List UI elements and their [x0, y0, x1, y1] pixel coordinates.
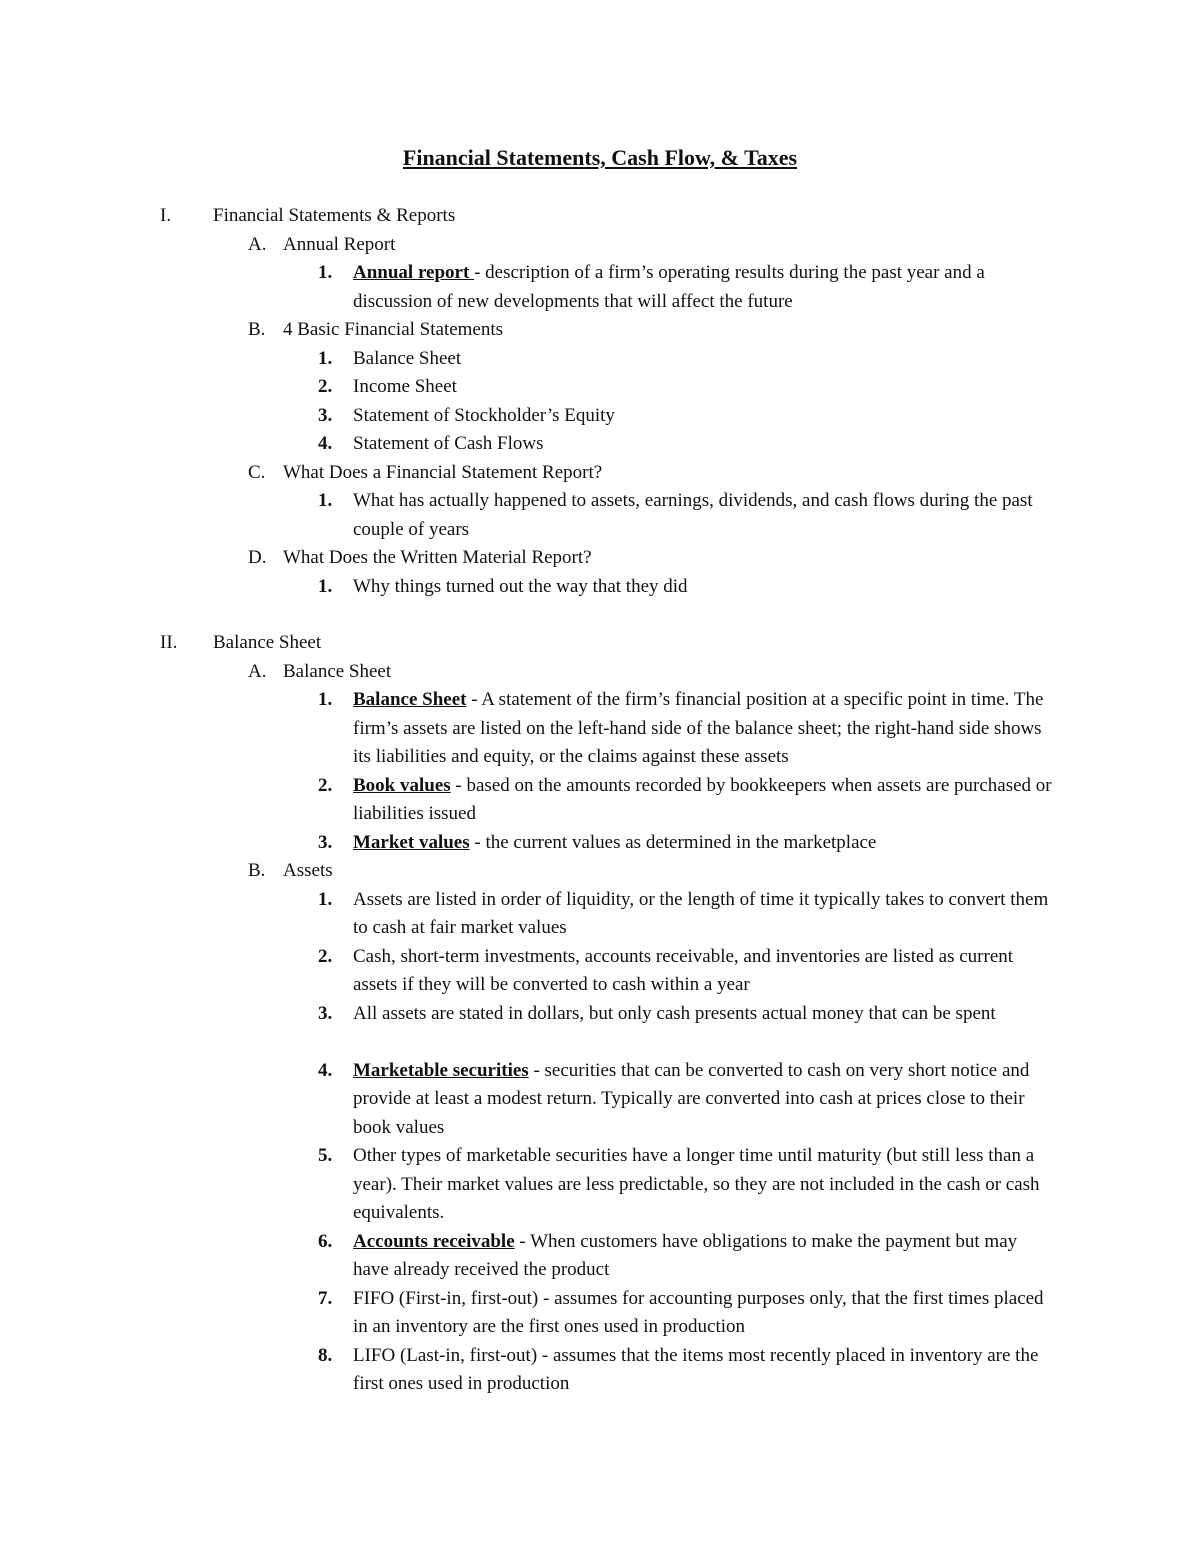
item-text [353, 1057, 1053, 1143]
item-text [353, 1228, 1053, 1285]
subsection-heading-row [0, 857, 1200, 886]
item-description: Statement of Stockholder’s Equity [353, 404, 615, 426]
item-description: - When customers have obligations to make the payment but may have already received the product [353, 1230, 1018, 1280]
list-item [0, 1000, 1200, 1057]
document-title: Financial Statements, Cash Flow, & Taxes [402, 145, 798, 170]
subsection-heading-row [0, 459, 1200, 488]
item-number: 8. [318, 1344, 333, 1366]
section-numeral: II. [160, 632, 178, 653]
item-number: 2. [318, 774, 333, 796]
list-item [0, 829, 1200, 858]
list-item [0, 1142, 1200, 1228]
item-number: 1. [318, 689, 333, 710]
item-term: Annual report [353, 262, 475, 283]
subsection-heading: Annual Report [283, 233, 396, 255]
item-description: - A statement of the firm’s financial position at a specific point in time. The firm’s assets are listed on the left-hand side of the balance sheet; the right-hand side shows its liabilities and equity, or the claims against these assets [353, 689, 1044, 767]
item-description: - the current values as determined in the marketplace [469, 831, 877, 853]
list-item [0, 573, 1200, 602]
subsection-letter: B. [248, 319, 266, 340]
subsection-letter: D. [248, 547, 267, 568]
subsection-heading-row [0, 231, 1200, 260]
item-number: 2. [318, 376, 333, 397]
section-1 [0, 202, 1200, 601]
item-number: 2. [318, 945, 333, 967]
item-description: Other types of marketable securities have a longer time until maturity (but still less than a year). Their market values are less predictable, so they are not included in the cash or cash equivalents. [353, 1145, 1040, 1223]
subsection-heading: What Does a Financial Statement Report? [283, 461, 603, 483]
item-description: - based on the amounts recorded by bookkeepers when assets are purchased or liabilities issued [353, 774, 1052, 824]
item-text [353, 829, 1053, 858]
item-description: Why things turned out the way that they did [353, 575, 688, 597]
item-description: Assets are listed in order of liquidity, or the length of time it typically takes to convert them to cash at fair market values [353, 888, 1049, 938]
section-heading: Financial Statements & Reports [213, 205, 456, 226]
item-number: 3. [318, 831, 333, 853]
item-term: Marketable securities [353, 1059, 529, 1081]
item-number: 3. [318, 1002, 333, 1024]
list-item [0, 402, 1200, 431]
item-number: 5. [318, 1145, 333, 1166]
item-description: - securities that can be converted to cash on very short notice and provide at least a modest return. Typically are converted into cash at prices close to their book values [353, 1059, 1030, 1138]
item-description: What has actually happened to assets, earnings, dividends, and cash flows during the past couple of years [353, 490, 1033, 540]
subsection-letter: A. [248, 233, 267, 255]
item-number: 3. [318, 404, 333, 426]
subsection-heading-row [0, 658, 1200, 687]
subsection-heading: 4 Basic Financial Statements [283, 319, 504, 340]
item-term: Market values [353, 831, 470, 853]
section-heading-row [0, 629, 1200, 658]
item-description: Cash, short-term investments, accounts receivable, and inventories are listed as current assets if they will be converted to cash within a year [353, 945, 1014, 995]
list-item [0, 886, 1200, 943]
item-number: 1. [318, 490, 333, 511]
item-text [353, 772, 1053, 829]
subsection-heading-row [0, 544, 1200, 573]
list-item [0, 1342, 1200, 1399]
subsection-heading-row [0, 316, 1200, 345]
item-description: Balance Sheet [353, 347, 462, 369]
subsection-letter: C. [248, 461, 266, 483]
item-term: Balance Sheet [353, 689, 467, 710]
item-number: 4. [318, 1059, 333, 1081]
item-description: Income Sheet [353, 376, 457, 397]
item-number: 4. [318, 433, 333, 454]
item-term: Book values [353, 774, 451, 796]
item-description: FIFO (First-in, first-out) - assumes for accounting purposes only, that the first times placed in an inventory are the first ones used in production [353, 1287, 1044, 1337]
subsection-letter: B. [248, 860, 266, 881]
section-heading: Balance Sheet [213, 632, 322, 653]
item-number: 7. [318, 1287, 333, 1309]
item-number: 1. [318, 262, 333, 283]
item-description: - description of a firm’s operating results during the past year and a discussion of new developments that will affect the future [353, 262, 985, 312]
list-item [0, 686, 1200, 772]
item-description: Statement of Cash Flows [353, 433, 544, 454]
list-item [0, 772, 1200, 829]
subsection-heading: Balance Sheet [283, 660, 392, 682]
list-item [0, 430, 1200, 459]
list-item [0, 259, 1200, 316]
item-description: All assets are stated in dollars, but only cash presents actual money that can be spent [353, 1002, 996, 1024]
subsection-heading: Assets [283, 860, 333, 881]
list-item [0, 487, 1200, 544]
list-item [0, 1228, 1200, 1285]
list-item [0, 943, 1200, 1000]
item-text [353, 259, 1053, 316]
section-heading-row [0, 202, 1200, 231]
section-2 [0, 629, 1200, 1399]
subsection-heading: What Does the Written Material Report? [283, 547, 592, 568]
list-item [0, 1285, 1200, 1342]
list-item [0, 345, 1200, 374]
item-term: Accounts receivable [353, 1230, 515, 1252]
item-text [353, 686, 1053, 772]
item-number: 1. [318, 888, 333, 910]
list-item [0, 373, 1200, 402]
item-description: LIFO (Last-in, first-out) - assumes that the items most recently placed in inventory are the first ones used in production [353, 1344, 1039, 1394]
subsection-letter: A. [248, 660, 267, 682]
item-number: 6. [318, 1230, 333, 1252]
item-number: 1. [318, 575, 333, 597]
item-number: 1. [318, 347, 333, 369]
section-numeral: I. [160, 205, 172, 226]
list-item [0, 1057, 1200, 1143]
